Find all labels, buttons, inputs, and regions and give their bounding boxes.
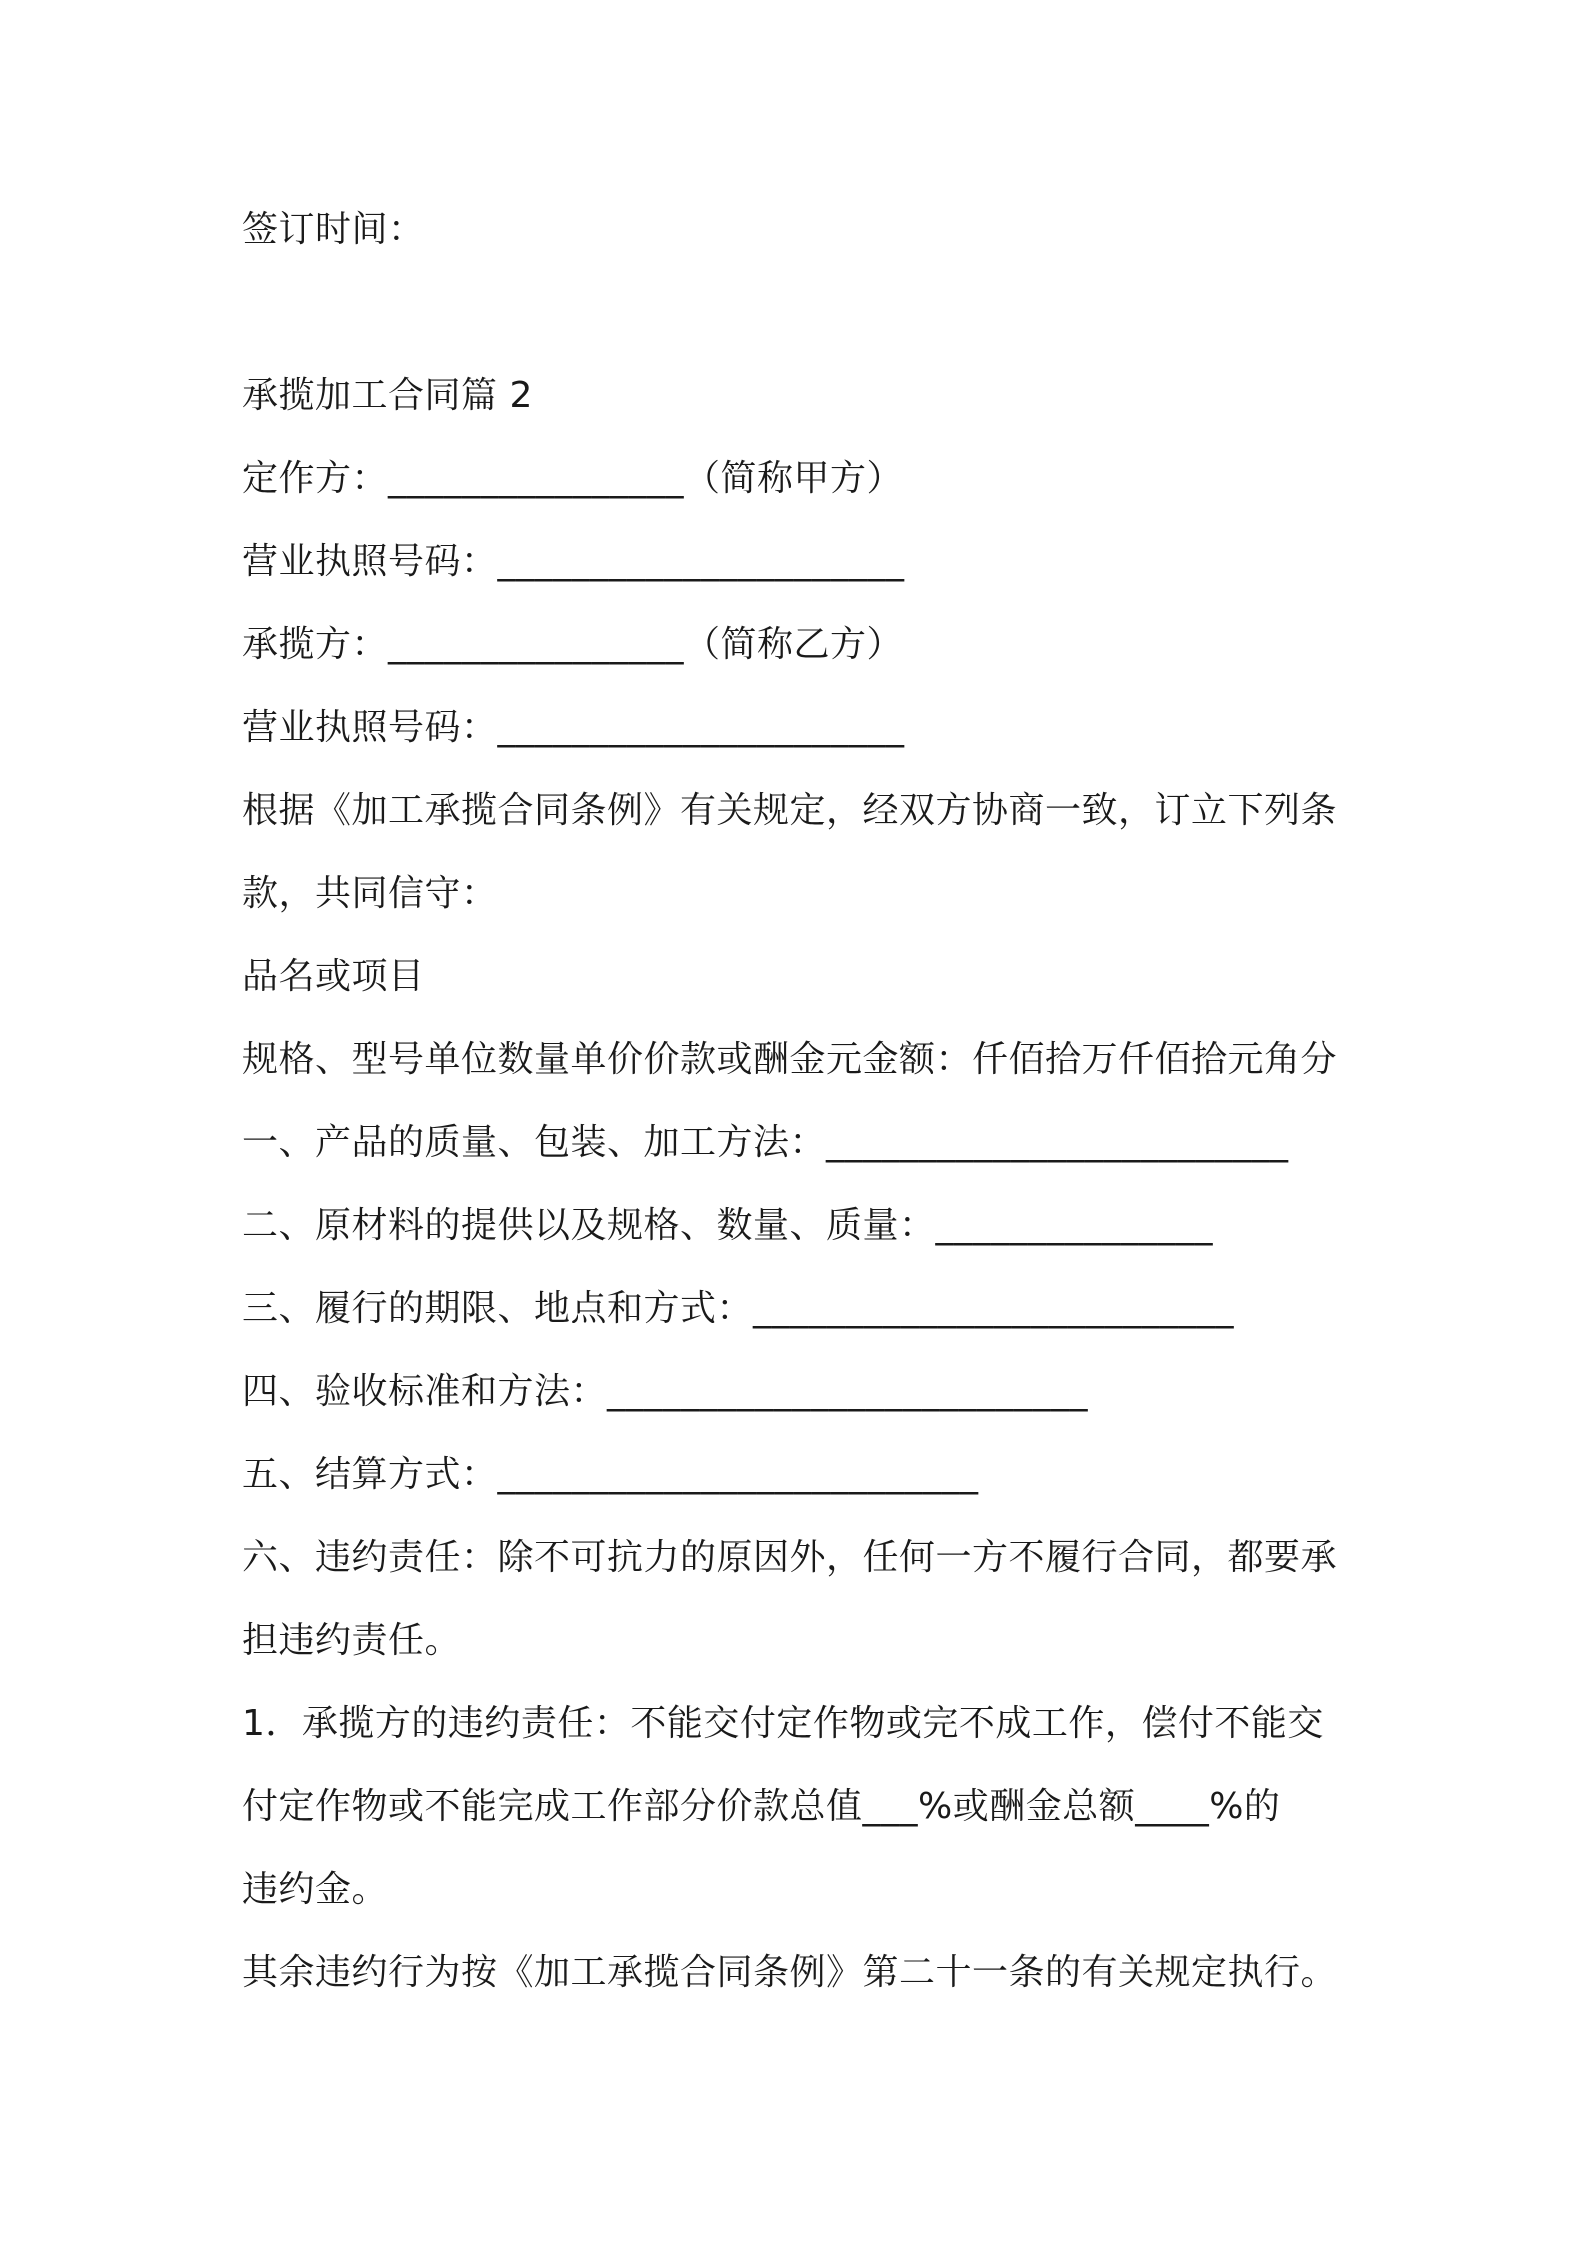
liability-line-1: 1．承揽方的违约责任：不能交付定作物或完不成工作，偿付不能交 <box>242 1703 1324 1744</box>
clause-1: 一、产品的质量、包装、加工方法：_________________________ <box>242 1122 1289 1163</box>
signing-time: 签订时间： <box>242 209 425 250</box>
closing-line: 其余违约行为按《加工承揽合同条例》第二十一条的有关规定执行。 <box>242 1952 1338 1993</box>
line-party-a: 定作方：________________（简称甲方） <box>242 458 904 499</box>
liability-line-3: 违约金。 <box>242 1869 389 1910</box>
line-specs: 规格、型号单位数量单价价款或酬金元金额：仟佰拾万仟佰拾元角分 <box>242 1039 1338 1080</box>
paragraph-basis-2: 款，共同信守： <box>242 873 498 914</box>
liability-line-2: 付定作物或不能完成工作部分价款总值___%或酬金总额____%的 <box>242 1786 1281 1827</box>
clause-6-line-2: 担违约责任。 <box>242 1620 462 1661</box>
document-title: 承揽加工合同篇 2 <box>242 375 533 416</box>
clause-6-line-1: 六、违约责任：除不可抗力的原因外，任何一方不履行合同，都要承 <box>242 1537 1338 1578</box>
clause-4: 四、验收标准和方法：__________________________ <box>242 1371 1089 1412</box>
clause-5: 五、结算方式：__________________________ <box>242 1454 979 1495</box>
line-license-a: 营业执照号码：______________________ <box>242 541 905 582</box>
clause-3: 三、履行的期限、地点和方式：__________________________ <box>242 1288 1235 1329</box>
paragraph-basis-1: 根据《加工承揽合同条例》有关规定，经双方协商一致，订立下列条 <box>242 790 1338 831</box>
line-license-b: 营业执照号码：______________________ <box>242 707 905 748</box>
clause-2: 二、原材料的提供以及规格、数量、质量：_______________ <box>242 1205 1214 1246</box>
line-item-name: 品名或项目 <box>242 956 425 997</box>
line-party-b: 承揽方：________________（简称乙方） <box>242 624 904 665</box>
